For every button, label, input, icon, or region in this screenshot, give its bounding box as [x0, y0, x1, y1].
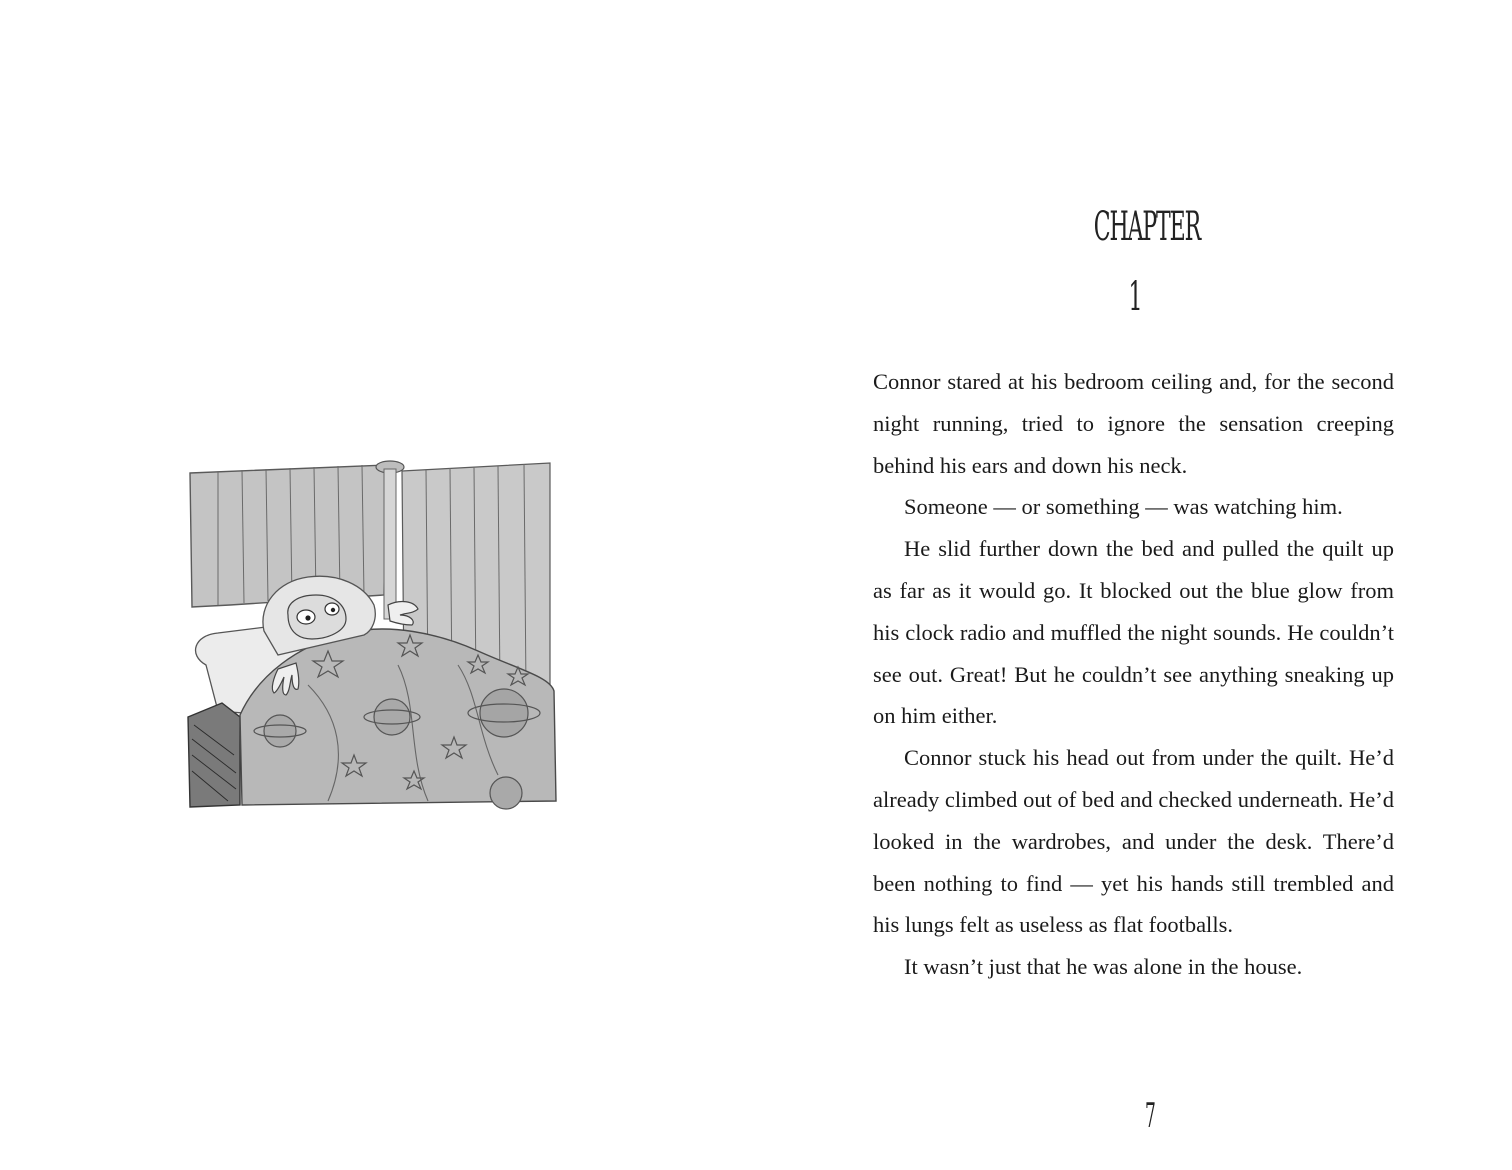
paragraph-3: He slid further down the bed and pulled the quilt up as far as it would go. It blocked out the blue glow from his clock radio and muffled the night sounds. He couldn’t see out. Great! But he couldn’t see anything sneaking up on him either.	[873, 536, 1394, 729]
paragraph-2: Someone — or something — was watching him.	[904, 494, 1343, 520]
paragraph-1: Connor stared at his bedroom ceiling and, for the second night running, tried to ignore the sensation creeping behind his ears and down his neck.	[873, 369, 1394, 478]
paragraph-5: It wasn’t just that he was alone in the house.	[904, 954, 1303, 980]
nightstand	[188, 703, 240, 807]
paragraph-4: Connor stuck his head out from under the quilt. He’d already climbed out of bed and checked underneath. He’d looked in the wardrobes, and under the desk. There’d been nothing to find — yet his hands still trembled and his lungs felt as useless as flat footballs.	[873, 745, 1394, 938]
chapter-heading: CHAPTER 1	[1093, 204, 1201, 320]
boy-hiding-under-quilt-illustration	[178, 455, 566, 813]
chapter-body-text	[873, 361, 1394, 988]
page-number: 7	[1145, 1096, 1156, 1136]
